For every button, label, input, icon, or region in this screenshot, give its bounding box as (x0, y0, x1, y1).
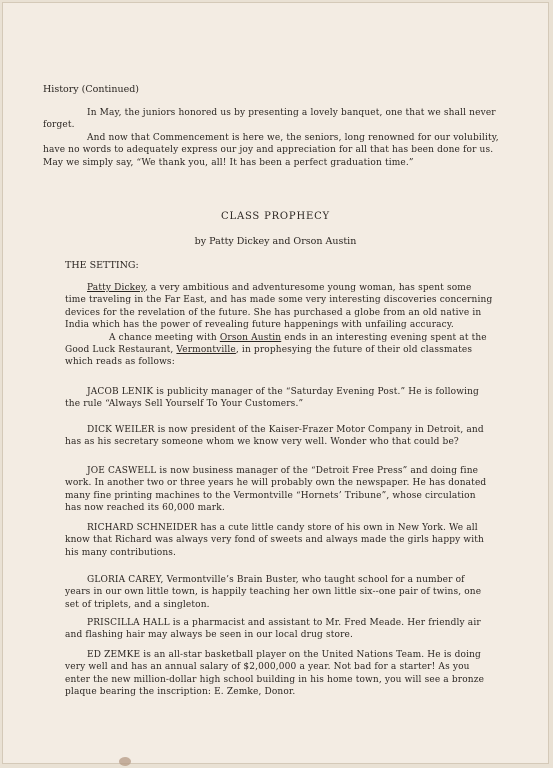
prophecy-entry: RICHARD SCHNEIDER has a cute little candy store of his own in New York. We all know that Richard was always very fond of sweets and always made the girls happy with his many contributions. (65, 523, 484, 558)
prophecy-entry-text (65, 424, 493, 449)
prophecy-entry-text (65, 617, 493, 642)
history-paragraph: In May, the juniors honored us by presenting a lovely banquet, one that we shall never forget. (43, 108, 496, 131)
prophecy-entry-text (65, 386, 493, 411)
prophecy-entry: PRISCILLA HALL is a pharmacist and assistant to Mr. Fred Meade. Her friendly air and flashing hair may always be seen in our local drug store. (65, 618, 481, 641)
prophecy-byline: by Patty Dickey and Orson Austin (194, 236, 357, 247)
prophecy-entry: GLORIA CAREY, Vermontville’s Brain Buster, who taught school for a number of years in our own little town, is happily teaching her own little six--one pair of twins, one set of triplets, and a singleton. (65, 575, 482, 610)
prophecy-entry-text (65, 522, 493, 559)
prophecy-entry-text (65, 465, 493, 515)
setting-text-part: A chance meeting with (109, 332, 220, 343)
document-page (2, 2, 549, 764)
setting-paragraph (65, 332, 493, 369)
prophecy-entry-text (65, 574, 493, 611)
setting-paragraph (65, 282, 493, 332)
prophecy-entry: ED ZEMKE is an all-star basketball player on the United Nations Team. He is doing very well and has an annual salary of $2,000,000 a year. Not bad for a starter! As you enter the new million-dollar high school building in his home town, you will see a bronze plaque bearing the inscription: E. Zemke, Donor. (65, 650, 485, 698)
setting-text (65, 282, 493, 369)
setting-label: THE SETTING: (65, 260, 139, 271)
setting-paragraph-body: , a very ambitious and adventuresome young woman, has spent some time traveling in the Far East, and has made some very interesting discoveries concerning devices for the revelation of the future. She has purchased a globe from an old native in India which has the power of revealing future happenings with unfailing accuracy. (65, 283, 493, 331)
name-orson-austin: Orson Austin (219, 332, 282, 343)
prophecy-title: CLASS PROPHECY (221, 211, 330, 222)
prophecy-entry: JOE CASWELL is now business manager of the “Detroit Free Press” and doing fine work. In another two or three years he will probably own the newspaper. He has donated many fine printing machines to the Vermontville “Hornets’ Tribune”, whose circulation has now reached its 60,000 mark. (65, 466, 487, 514)
history-paragraph: And now that Commencement is here we, the seniors, long renowned for our volubility, have no words to adequately express our joy and appreciation for all that has been done for us. May we simply say, “We thank you, all! It has been a perfect graduation time.” (43, 132, 499, 168)
paper-stain (119, 757, 131, 766)
prophecy-entry: DICK WEILER is now president of the Kaiser-Frazer Motor Company in Detroit, and has as his secretary someone whom we know very well. Wonder who that could be? (65, 425, 484, 448)
history-continued-text (43, 107, 513, 169)
name-patty-dickey: Patty Dickey (87, 283, 145, 293)
prophecy-entry: JACOB LENIK is publicity manager of the “Saturday Evening Post.” He is following the rule “Always Sell Yourself To Your Customers.” (65, 387, 479, 410)
place-vermontville: Vermontville (176, 345, 236, 356)
setting-text-part: , in prophesying the future of their old classmates which reads as follows: (65, 345, 473, 368)
setting-text-part: ends in an interesting evening spent at the Good Luck Restaurant, (65, 332, 487, 356)
prophecy-entry-text (65, 649, 493, 699)
section-header: History (Continued) (43, 84, 139, 95)
